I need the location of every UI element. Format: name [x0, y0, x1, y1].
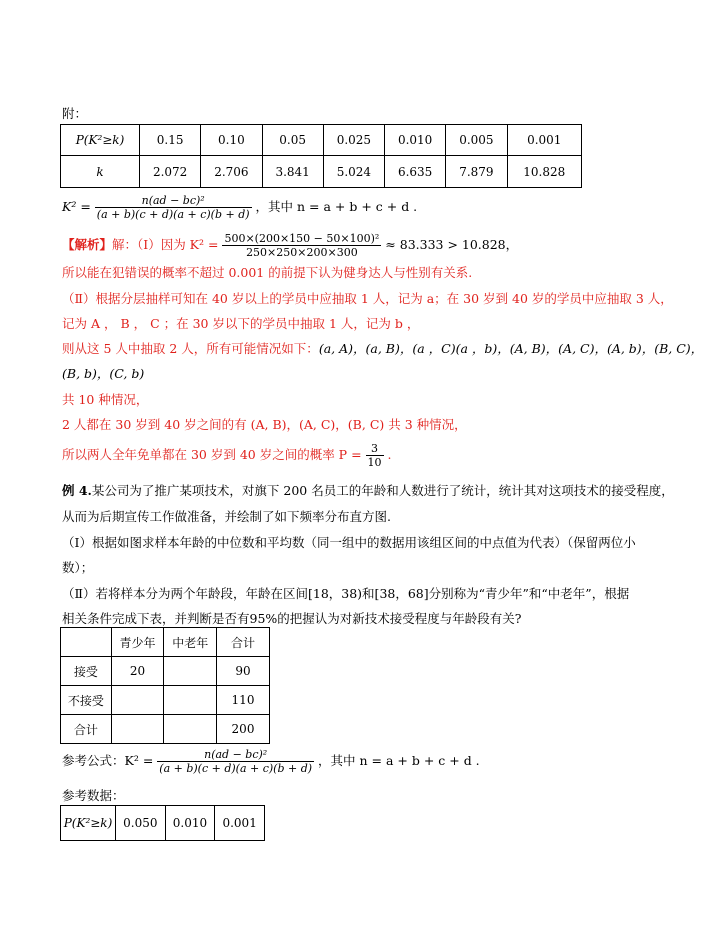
formula-lhs: K² =: [62, 199, 91, 214]
appendix-label: 附：: [62, 106, 88, 121]
probability-numerator: 3: [366, 442, 384, 456]
question-2-line-2: 相关条件完成下表，并判断是否有95%的把握认为对新技术接受程度与年龄段有关?: [62, 611, 522, 626]
table-cell: 2.072: [140, 156, 201, 188]
table-cell: 0.025: [323, 125, 384, 156]
table-cell: 200: [217, 715, 270, 744]
example-text: 某公司为了推广某项技术，对旗下 200 名员工的年龄和人数进行了统计，统计其对这项技术的接受程度，: [91, 483, 674, 498]
reference-formula-numerator: n(ad − bc)²: [157, 748, 314, 762]
question-1-line-1: （Ⅰ）根据如图求样本年龄的中位数和平均数（同一组中的数据用该组区间的中点值为代表）（保留两位小: [62, 535, 636, 550]
formula-tail: ，其中 n = a + b + c + d .: [255, 199, 418, 214]
table-cell: [164, 657, 217, 686]
table-row: [61, 125, 582, 156]
calc-denominator: 250×250×200×300: [246, 246, 358, 259]
table-cell: 90: [217, 657, 270, 686]
question-1-line-2: 数）；: [62, 560, 94, 575]
solution-line-7: 共 10 种情况，: [62, 392, 149, 407]
table-cell: 0.010: [165, 806, 215, 841]
critical-value-table: [60, 124, 582, 188]
example-line-1: [62, 481, 674, 499]
table-cell: 0.05: [262, 125, 323, 156]
solution-intro: 解：（Ⅰ）因为 K² =: [112, 237, 219, 252]
table-cell: 5.024: [323, 156, 384, 188]
table-cell: [164, 686, 217, 715]
table-row: [61, 156, 582, 188]
reference-formula-tail: ，其中 n = a + b + c + d .: [318, 753, 480, 768]
probability-fraction: [366, 442, 384, 469]
formula-k2: [62, 194, 417, 221]
table-row: [61, 657, 270, 686]
table-cell: 20: [111, 657, 164, 686]
table-row: [61, 686, 270, 715]
solution-line-8: 2 人都在 30 岁到 40 岁之间的有 (A, B)，(A, C)，(B, C) 共 3 种情况，: [62, 417, 467, 432]
reference-data-table: [60, 805, 265, 841]
solution-line-2: 所以能在犯错误的概率不超过 0.001 的前提下认为健身达人与性别有关系.: [62, 265, 473, 280]
table-row: [61, 806, 265, 841]
table-cell: 6.635: [385, 156, 446, 188]
solution-line-9: [62, 442, 392, 469]
table-row: [61, 628, 270, 657]
solution-line-3: （Ⅱ）根据分层抽样可知在 40 岁以上的学员中应抽取 1 人，记为 a；在 30 岁到 40 岁的学员中应抽取 3 人，: [62, 291, 673, 306]
row-label: P(K²≥k): [61, 806, 116, 841]
table-cell: 10.828: [507, 156, 582, 188]
table-cell: 0.005: [446, 125, 507, 156]
table-cell: 0.010: [385, 125, 446, 156]
formula-fraction: [95, 194, 252, 221]
calc-numerator: 500×(200×150 − 50×100)²: [224, 232, 380, 245]
table-cell: 3.841: [262, 156, 323, 188]
reference-formula-label: 参考公式：K² =: [62, 753, 154, 768]
table-cell: [164, 715, 217, 744]
calc-fraction: [222, 232, 381, 259]
table-cell: 0.15: [140, 125, 201, 156]
formula-denominator: (a + b)(c + d)(a + c)(b + d): [96, 208, 250, 221]
solution-line-9-tail: .: [387, 447, 392, 462]
table-cell: 接受: [61, 657, 112, 686]
row-label: P(K²≥k): [61, 125, 140, 156]
formula-numerator: n(ad − bc)²: [95, 194, 252, 208]
table-cell: 0.001: [215, 806, 265, 841]
solution-tag: 【解析】: [62, 237, 113, 252]
solution-line-9-text: 所以两人全年免单都在 30 岁到 40 岁之间的概率 P =: [62, 447, 362, 462]
table-cell: 0.050: [116, 806, 166, 841]
table-cell: [111, 715, 164, 744]
calc-tail: ≈ 83.333 > 10.828，: [385, 237, 519, 252]
table-cell: 0.10: [201, 125, 262, 156]
solution-pairs: (a, A)，(a, B)，(a ，C)(a ，b)，(A, B)，(A, C)，(A, b)，(B, C)，: [318, 341, 703, 356]
solution-line-5: [62, 339, 703, 357]
solution-line-6: (B, b)，(C, b): [62, 366, 145, 381]
table-row: [61, 715, 270, 744]
reference-data-label: 参考数据：: [62, 788, 125, 803]
example-label: 例 4.: [62, 483, 92, 498]
question-2-line-1: （Ⅱ）若将样本分为两个年龄段，年龄在区间[18，38)和[38，68]分别称为“青少年”和“中老年”，根据: [62, 586, 630, 601]
reference-formula-denominator: (a + b)(c + d)(a + c)(b + d): [159, 762, 313, 775]
table-header-cell: 青少年: [111, 628, 164, 657]
table-cell: 0.001: [507, 125, 582, 156]
reference-formula-fraction: [157, 748, 314, 775]
table-cell: 合计: [61, 715, 112, 744]
solution-line-1: [62, 232, 518, 259]
table-header-cell: 合计: [217, 628, 270, 657]
table-header-cell: 中老年: [164, 628, 217, 657]
reference-formula: [62, 748, 480, 775]
table-cell: 7.879: [446, 156, 507, 188]
table-header-cell: [61, 628, 112, 657]
row-label: k: [61, 156, 140, 188]
table-cell: 110: [217, 686, 270, 715]
contingency-table: [60, 627, 270, 744]
table-cell: [111, 686, 164, 715]
example-line-2: 从而为后期宣传工作做准备，并绘制了如下频率分布直方图.: [62, 509, 391, 524]
table-cell: 不接受: [61, 686, 112, 715]
solution-line-4: 记为 A ， B ， C ；在 30 岁以下的学员中抽取 1 人，记为 b ，: [62, 316, 420, 331]
table-cell: 2.706: [201, 156, 262, 188]
probability-denominator: 10: [367, 456, 382, 469]
solution-line-5-text: 则从这 5 人中抽取 2 人，所有可能情况如下：: [62, 341, 319, 356]
